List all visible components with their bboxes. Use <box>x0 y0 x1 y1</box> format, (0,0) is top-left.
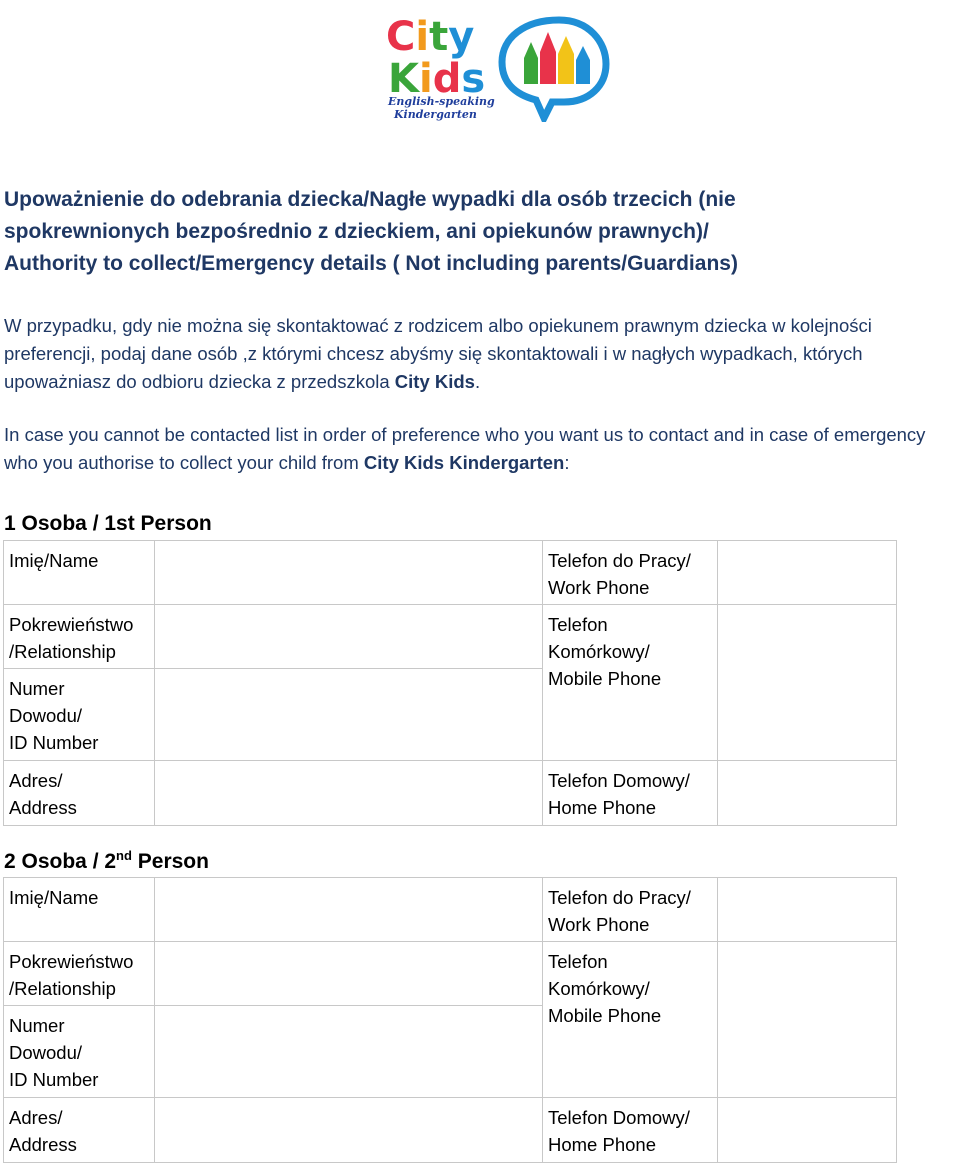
logo-city-text: City <box>386 14 475 60</box>
mobile-phone-label-1: Telefon <box>548 614 608 635</box>
mobile-phone-label-3: Mobile Phone <box>548 668 662 689</box>
person-2-heading <box>4 848 209 874</box>
relationship-label-cell <box>3 941 155 1006</box>
address-label-2: Address <box>9 797 77 818</box>
polish-text: W przypadku, gdy nie można się skontaktować z rodzicem albo opiekunem prawnym dziecka w kolejności preferencji, podaj dane osób ,z którymi chcesz abyśmy się skontaktowali i w nagłych wypadkach, których upoważniasz do odbioru dziecka z przedszkola <box>4 315 872 392</box>
title-line-3: Authority to collect/Emergency details ( Not including parents/Guardians) <box>4 252 738 275</box>
logo-tagline-1: English-speaking <box>388 95 495 108</box>
home-phone-label-1: Telefon Domowy/ <box>548 770 690 791</box>
english-brand: City Kids Kindergarten <box>363 452 565 473</box>
person-2-heading-sup: nd <box>116 848 132 863</box>
relationship-label-1: Pokrewieństwo <box>9 614 134 635</box>
mobile-phone-label-cell <box>542 604 718 761</box>
person-2-heading-a: 2 Osoba / 2 <box>4 850 117 873</box>
document-title <box>4 184 954 280</box>
id-label-2: Dowodu/ <box>9 1042 83 1063</box>
relationship-label-2: /Relationship <box>9 978 116 999</box>
logo-kids-text: Kids <box>388 56 486 102</box>
work-phone-field[interactable] <box>717 540 897 605</box>
name-field[interactable] <box>154 540 543 605</box>
name-label: Imię/Name <box>9 887 99 908</box>
address-label-1: Adres/ <box>9 1107 63 1128</box>
id-number-field[interactable] <box>154 668 543 761</box>
id-number-label-cell <box>3 668 155 761</box>
id-label-1: Numer <box>9 678 65 699</box>
address-field[interactable] <box>154 760 543 826</box>
mobile-phone-label-2: Komórkowy/ <box>548 641 650 662</box>
work-phone-label-2: Work Phone <box>548 577 650 598</box>
english-end: : <box>564 452 570 473</box>
polish-brand: City Kids <box>394 371 475 392</box>
id-label-2: Dowodu/ <box>9 705 83 726</box>
home-phone-label-2: Home Phone <box>548 797 656 818</box>
work-phone-label-2: Work Phone <box>548 914 650 935</box>
relationship-field[interactable] <box>154 941 543 1006</box>
id-label-3: ID Number <box>9 732 99 753</box>
city-kids-logo <box>384 2 614 122</box>
address-field[interactable] <box>154 1097 543 1163</box>
polish-instructions <box>4 312 959 396</box>
name-label-cell <box>3 540 155 605</box>
name-label: Imię/Name <box>9 550 99 571</box>
relationship-label-1: Pokrewieństwo <box>9 951 134 972</box>
work-phone-label-1: Telefon do Pracy/ <box>548 887 691 908</box>
id-label-1: Numer <box>9 1015 65 1036</box>
work-phone-label-cell <box>542 540 718 605</box>
address-label-cell <box>3 760 155 826</box>
english-instructions <box>4 421 959 477</box>
address-label-cell <box>3 1097 155 1163</box>
home-phone-label-1: Telefon Domowy/ <box>548 1107 690 1128</box>
person-1-heading: 1 Osoba / 1st Person <box>4 512 212 535</box>
work-phone-field[interactable] <box>717 877 897 942</box>
home-phone-field[interactable] <box>717 760 897 826</box>
logo-tagline-2: Kindergarten <box>394 108 477 121</box>
work-phone-label-1: Telefon do Pracy/ <box>548 550 691 571</box>
relationship-label-cell <box>3 604 155 669</box>
work-phone-label-cell <box>542 877 718 942</box>
id-number-label-cell <box>3 1005 155 1098</box>
english-text: In case you cannot be contacted list in order of preference who you want us to contact and in case of emergency who you authorise to collect your child from <box>4 424 926 473</box>
id-number-field[interactable] <box>154 1005 543 1098</box>
home-phone-label-2: Home Phone <box>548 1134 656 1155</box>
home-phone-label-cell <box>542 760 718 826</box>
address-label-1: Adres/ <box>9 770 63 791</box>
polish-end: . <box>474 371 481 392</box>
mobile-phone-label-cell <box>542 941 718 1098</box>
name-label-cell <box>3 877 155 942</box>
mobile-phone-label-1: Telefon <box>548 951 608 972</box>
title-line-1: Upoważnienie do odebrania dziecka/Nagłe wypadki dla osób trzecich (nie <box>4 188 736 211</box>
id-label-3: ID Number <box>9 1069 99 1090</box>
relationship-label-2: /Relationship <box>9 641 116 662</box>
home-phone-label-cell <box>542 1097 718 1163</box>
mobile-phone-field[interactable] <box>717 941 897 1098</box>
mobile-phone-field[interactable] <box>717 604 897 761</box>
mobile-phone-label-3: Mobile Phone <box>548 1005 662 1026</box>
address-label-2: Address <box>9 1134 77 1155</box>
name-field[interactable] <box>154 877 543 942</box>
mobile-phone-label-2: Komórkowy/ <box>548 978 650 999</box>
person-2-heading-b: Person <box>131 850 209 873</box>
title-line-2: spokrewnionych bezpośrednio z dzieckiem, ani opiekunów prawnych)/ <box>4 220 709 243</box>
home-phone-field[interactable] <box>717 1097 897 1163</box>
relationship-field[interactable] <box>154 604 543 669</box>
